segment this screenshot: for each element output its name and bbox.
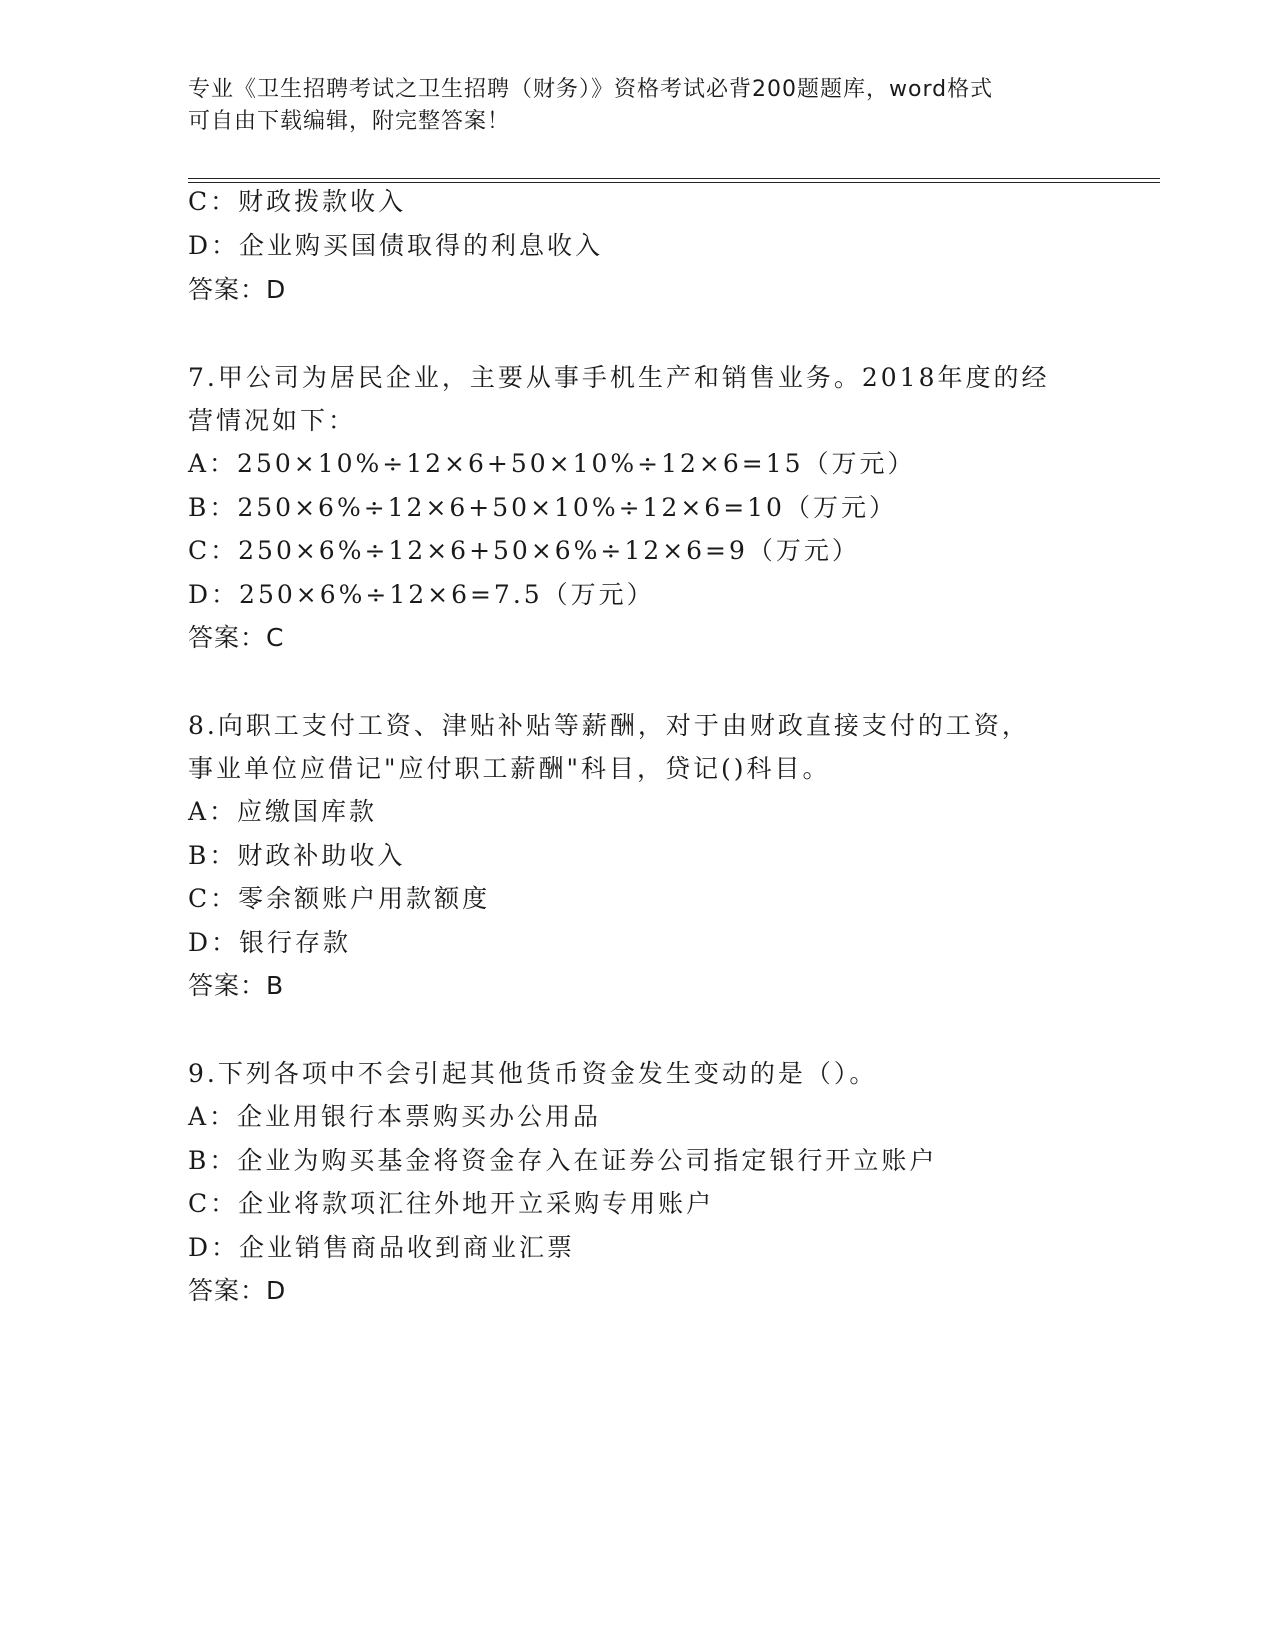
q7-stem-line-2: 营情况如下： [188,406,357,435]
q8-stem-line-2: 事业单位应借记"应付职工薪酬"科目，贷记()科目。 [188,754,831,783]
q7-option-c: C：250×6%÷12×6+50×6%÷12×6=9（万元） [188,536,860,565]
q8-option-b: B：财政补助收入 [188,841,406,870]
q9-option-c: C：企业将款项汇往外地开立采购专用账户 [188,1189,715,1218]
header-line-1: 专业《卫生招聘考试之卫生招聘（财务）》资格考试必背200题题库，word格式 [188,77,994,102]
document-header [188,74,1088,138]
q6-option-c: C：财政拨款收入 [188,187,407,216]
q7-option-b: B：250×6%÷12×6+50×10%÷12×6=10（万元） [188,493,897,522]
q7-stem-line-1: 7.甲公司为居民企业，主要从事手机生产和销售业务。2018年度的经 [188,363,1050,392]
q8-answer: 答案：B [188,971,285,1000]
q8-option-d: D：银行存款 [188,928,352,957]
q9-answer: 答案：D [188,1276,287,1305]
q6-option-d: D：企业购买国债取得的利息收入 [188,231,604,260]
header-rule-bottom [188,182,1160,183]
q7-answer: 答案：C [188,623,285,652]
q9-stem-line-1: 9.下列各项中不会引起其他货币资金发生变动的是（）。 [188,1059,878,1088]
header-line-2: 可自由下载编辑，附完整答案！ [188,109,511,134]
q8-option-c: C：零余额账户用款额度 [188,884,491,913]
q9-option-d: D：企业销售商品收到商业汇票 [188,1233,576,1262]
q9-option-a: A：企业用银行本票购买办公用品 [188,1102,602,1131]
q7-option-d: D：250×6%÷12×6=7.5（万元） [188,580,655,609]
q6-answer: 答案：D [188,275,287,304]
q8-option-a: A：应缴国库款 [188,797,378,826]
q8-stem-line-1: 8.向职工支付工资、津贴补贴等薪酬，对于由财政直接支付的工资， [188,711,1030,740]
header-rule-top [188,178,1160,179]
q9-option-b: B：企业为购买基金将资金存入在证券公司指定银行开立账户 [188,1146,938,1175]
q7-option-a: A：250×10%÷12×6+50×10%÷12×6=15（万元） [188,449,916,478]
